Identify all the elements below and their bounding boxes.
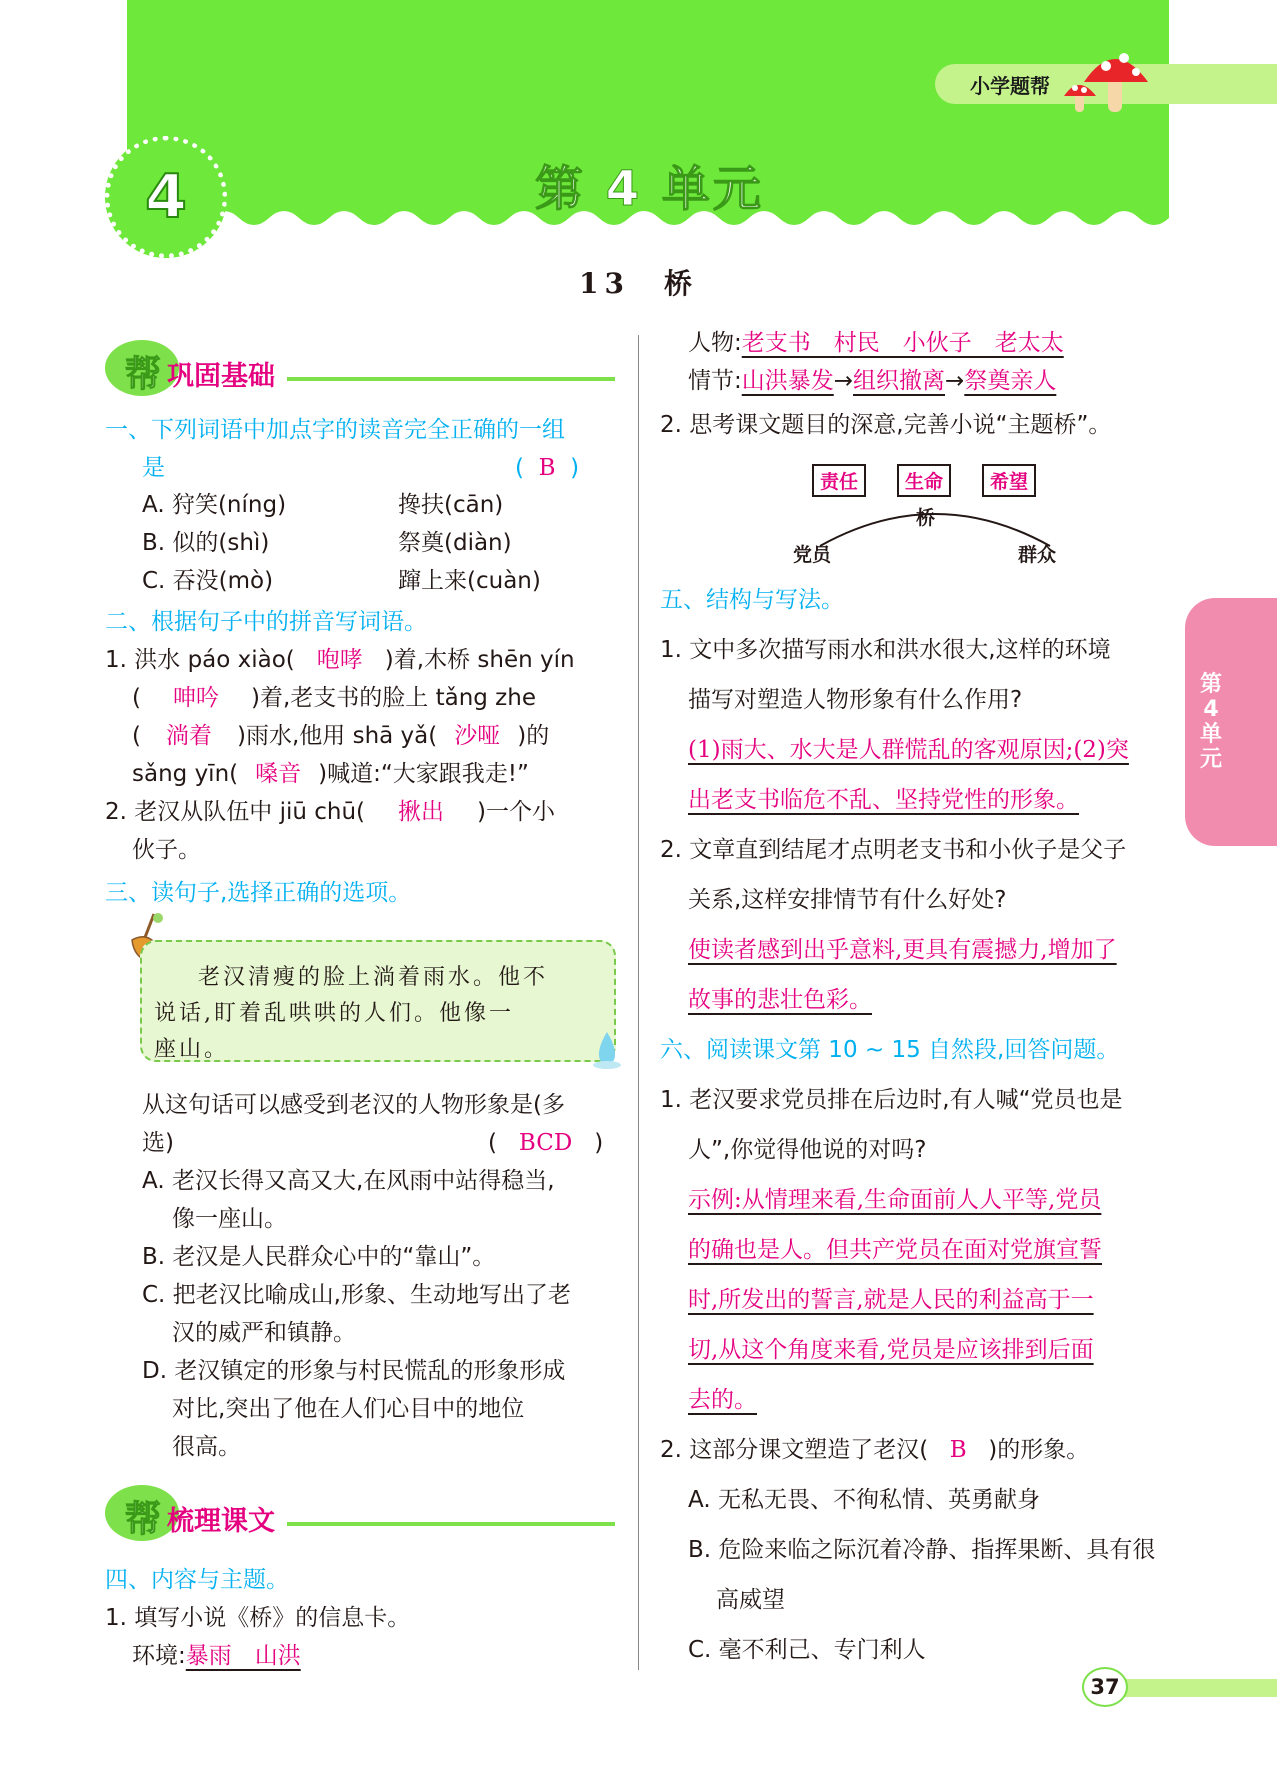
section-title: 梳理课文 xyxy=(167,1506,275,1537)
q2-text: )的 xyxy=(517,723,550,749)
q5-question-1: 1. 文中多次描写雨水和洪水很大,这样的环境 xyxy=(660,637,1111,663)
q1-title: 一、下列词语中加点字的读音完全正确的一组 xyxy=(105,417,565,443)
q5-question-2-cont: 关系,这样安排情节有什么好处? xyxy=(688,887,1007,913)
q4-environment xyxy=(132,1641,301,1671)
q6-answer-2: B xyxy=(949,1437,967,1463)
quote-line: 座山。 xyxy=(154,1037,230,1062)
section-rule xyxy=(287,377,615,381)
q5-answer-2: 使读者感到出乎意料,更具有震撼力,增加了 xyxy=(688,937,1117,963)
q4-answer: 老支书 村民 小伙子 老太太 xyxy=(741,330,1064,356)
q2-text: )着,木桥 shēn yín xyxy=(384,647,575,673)
q6-answer-1-cont: 时,所发出的誓言,就是人民的利益高于一 xyxy=(688,1287,1094,1313)
q2-line-4 xyxy=(132,759,529,789)
q6-text: 2. 这部分课文塑造了老汉( xyxy=(660,1437,929,1463)
q3-option-d: D. 老汉镇定的形象与村民慌乱的形象形成 xyxy=(142,1358,566,1384)
q6-answer-1: 示例:从情理来看,生命面前人人平等,党员 xyxy=(688,1187,1102,1213)
section-rule xyxy=(287,1522,615,1526)
q2-text: )雨水,他用 shā yǎ( xyxy=(236,723,438,749)
q2-text: sǎng yīn( xyxy=(132,761,239,787)
q2-text: ( xyxy=(132,723,141,749)
bridge-tag: 生命 xyxy=(897,464,951,497)
q4-characters xyxy=(688,328,1064,358)
quote-line: 老汉清瘦的脸上淌着雨水。他不 xyxy=(198,965,549,990)
q6-answer-1-cont: 的确也是人。但共产党员在面对党旗宣誓 xyxy=(688,1237,1102,1263)
unit-number-badge xyxy=(105,136,227,258)
q1-answer-paren: ( B ) xyxy=(515,455,580,481)
q4-item-2: 2. 思考课文题目的深意,完善小说“主题桥”。 xyxy=(660,412,1112,438)
q3-option-d-cont: 对比,突出了他在人们心目中的地位 xyxy=(172,1396,525,1422)
q3-option-c-cont: 汉的威严和镇静。 xyxy=(172,1320,356,1346)
section-bang: 帮 xyxy=(125,354,162,395)
q2-line-5 xyxy=(105,797,555,827)
water-drop-icon xyxy=(590,1030,624,1070)
q2-answer: 嗓音 xyxy=(255,761,302,787)
q4-answer: 山洪暴发 xyxy=(741,368,834,394)
q2-text: 2. 老汉从队伍中 jiū chū( xyxy=(105,799,366,825)
q3-option-b: B. 老汉是人民群众心中的“靠山”。 xyxy=(142,1244,496,1270)
q5-question-2: 2. 文章直到结尾才点明老支书和小伙子是父子 xyxy=(660,837,1127,863)
q3-stem-cont: 选) xyxy=(142,1130,174,1156)
unit-title: 第 4 单元 xyxy=(535,161,764,217)
section-header-sort-text xyxy=(105,1485,615,1545)
section-title: 巩固基础 xyxy=(167,361,275,392)
q2-text: )一个小 xyxy=(477,799,555,825)
q2-line-2 xyxy=(132,683,536,713)
page-number-bar xyxy=(1106,1679,1277,1697)
q2-answer: 呻吟 xyxy=(172,685,219,711)
column-divider xyxy=(638,335,639,1670)
bridge-tag: 责任 xyxy=(812,464,866,497)
brand-label: 小学题帮 xyxy=(970,74,1050,98)
quote-line: 说话,盯着乱哄哄的人们。他像一 xyxy=(154,1001,514,1026)
q3-option-d-cont: 很高。 xyxy=(172,1434,241,1460)
bridge-right-label: 群众 xyxy=(1018,544,1057,566)
unit-number: 4 xyxy=(145,162,187,232)
q6-text: )的形象。 xyxy=(988,1437,1090,1463)
q2-text: ( xyxy=(132,685,141,711)
q5-question-1-cont: 描写对塑造人物形象有什么作用? xyxy=(688,687,1023,713)
q2-answer: 揪出 xyxy=(398,799,445,825)
q6-title: 六、阅读课文第 10 ~ 15 自然段,回答问题。 xyxy=(660,1037,1120,1063)
q4-answer: 组织撤离 xyxy=(853,368,946,394)
lesson-title: 13 桥 xyxy=(579,267,698,300)
q5-answer-2-cont: 故事的悲壮色彩。 xyxy=(688,987,872,1013)
q1-option-b2: 祭奠(diàn) xyxy=(398,530,512,556)
q1-title-cont: 是 xyxy=(142,455,165,481)
q6-option-b: B. 危险来临之际沉着冷静、指挥果断、具有很 xyxy=(688,1537,1156,1563)
plot-arrow: → xyxy=(945,368,965,394)
q6-answer-1-cont: 切,从这个角度来看,党员是应该排到后面 xyxy=(688,1337,1094,1363)
q3-option-a: A. 老汉长得又高又大,在风雨中站得稳当, xyxy=(142,1168,555,1194)
q1-option-a: A. 狩笑(níng) xyxy=(142,492,287,518)
q1-option-b: B. 似的(shì) xyxy=(142,530,270,556)
plot-arrow: → xyxy=(833,368,854,394)
q3-stem: 从这句话可以感受到老汉的人物形象是(多 xyxy=(142,1092,565,1118)
q3-option-c: C. 把老汉比喻成山,形象、生动地写出了老 xyxy=(142,1282,571,1308)
q2-answer: 咆哮 xyxy=(316,647,363,673)
q4-answer: 祭奠亲人 xyxy=(964,368,1057,394)
q2-text: 1. 洪水 páo xiào( xyxy=(105,647,295,673)
mushroom-icon xyxy=(1062,44,1152,116)
q1-option-c: C. 吞没(mò) xyxy=(142,568,274,594)
q3-option-a-cont: 像一座山。 xyxy=(172,1206,287,1232)
bridge-center-label: 桥 xyxy=(916,507,936,529)
q6-option-a: A. 无私无畏、不徇私情、英勇献身 xyxy=(688,1487,1040,1513)
q4-plot xyxy=(688,366,1056,396)
q6-question-2 xyxy=(660,1435,1089,1465)
page-number: 37 xyxy=(1082,1667,1128,1707)
q2-answer: 沙哑 xyxy=(454,723,501,749)
section-bang: 帮 xyxy=(125,1499,162,1540)
q4-label: 人物: xyxy=(688,330,742,356)
q4-item-1: 1. 填写小说《桥》的信息卡。 xyxy=(105,1605,411,1631)
q1-option-a2: 搀扶(cān) xyxy=(398,492,504,518)
q4-label: 环境: xyxy=(132,1643,186,1669)
q5-answer-1-cont: 出老支书临危不乱、坚持党性的形象。 xyxy=(688,787,1079,813)
q3-answer: BCD xyxy=(518,1130,573,1156)
unit-side-tab-label: 第4单元 xyxy=(1199,672,1222,772)
bridge-left-label: 党员 xyxy=(793,544,832,566)
q6-question-1: 1. 老汉要求党员排在后边时,有人喊“党员也是 xyxy=(660,1087,1123,1113)
q4-label: 情节: xyxy=(688,368,742,394)
q4-title: 四、内容与主题。 xyxy=(105,1567,289,1593)
q4-answer: 暴雨 山洪 xyxy=(185,1643,301,1669)
section-header-consolidate xyxy=(105,340,615,400)
q6-answer-1-cont: 去的。 xyxy=(688,1387,757,1413)
q2-text: )着,老支书的脸上 tǎng zhe xyxy=(250,685,536,711)
quote-box xyxy=(140,940,616,1062)
q2-text: )喊道:“大家跟我走!” xyxy=(318,761,529,787)
q1-answer: B xyxy=(538,455,556,481)
q2-line-6: 伙子。 xyxy=(132,837,201,863)
q2-answer: 淌着 xyxy=(165,723,212,749)
bridge-tag: 希望 xyxy=(982,464,1036,497)
q3-title: 三、读句子,选择正确的选项。 xyxy=(105,880,412,906)
q6-question-1-cont: 人”,你觉得他说的对吗? xyxy=(688,1137,927,1163)
q5-title: 五、结构与写法。 xyxy=(660,587,844,613)
q3-answer-paren: ( BCD ) xyxy=(488,1130,604,1156)
q2-line-3 xyxy=(132,721,549,751)
q5-answer-1: (1)雨大、水大是人群慌乱的客观原因;(2)突 xyxy=(688,737,1129,763)
q1-option-c2: 蹿上来(cuàn) xyxy=(398,568,541,594)
q2-line-1 xyxy=(105,645,575,675)
q2-title: 二、根据句子中的拼音写词语。 xyxy=(105,609,427,635)
q6-option-b-cont: 高威望 xyxy=(716,1587,785,1613)
q6-option-c: C. 毫不利己、专门利人 xyxy=(688,1637,926,1663)
